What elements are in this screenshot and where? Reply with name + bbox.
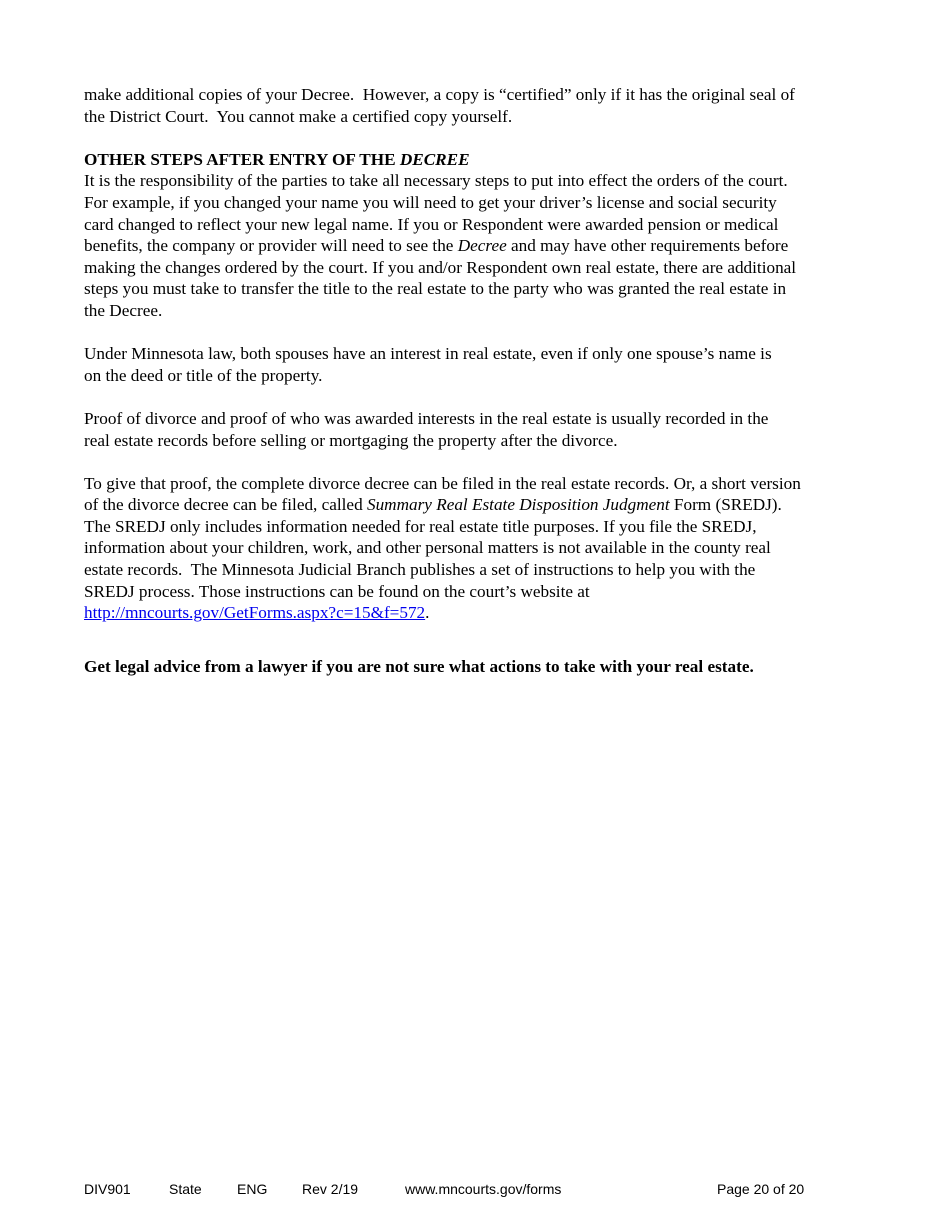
- proof-paragraph: [84, 408, 874, 451]
- text-line: Proof of divorce and proof of who was awarded interests in the real estate is usually recorded in the: [84, 408, 769, 428]
- text-line: making the changes ordered by the court. If you and/or Respondent own real estate, there are additional: [84, 257, 797, 277]
- text-line: the District Court. You cannot make a certified copy yourself.: [84, 106, 513, 126]
- text-line: To give that proof, the complete divorce decree can be filed in the real estate records. Or, a short version: [84, 473, 801, 493]
- text-line: [84, 235, 874, 257]
- footer-state: State: [169, 1181, 202, 1197]
- document-body: [84, 84, 874, 678]
- paragraph-spacer: [84, 451, 874, 473]
- footer-language: ENG: [237, 1181, 268, 1197]
- heading-italic: DECREE: [399, 149, 470, 169]
- paragraph-spacer: [84, 624, 874, 646]
- text-line: card changed to reflect your new legal name. If you or Respondent were awarded pension or medical: [84, 214, 779, 234]
- footer-website: www.mncourts.gov/forms: [405, 1181, 562, 1197]
- section-heading: [84, 149, 874, 171]
- text-line: SREDJ process. Those instructions can be found on the court’s website at: [84, 581, 590, 601]
- text-segment: of the divorce decree can be filed, called: [84, 495, 367, 515]
- text-segment: benefits, the company or provider will need to see the: [84, 236, 458, 256]
- legal-advice-notice: Get legal advice from a lawyer if you are not sure what actions to take with your real estate.: [84, 657, 754, 677]
- page-footer: [0, 1180, 950, 1198]
- text-line: It is the responsibility of the parties to take all necessary steps to put into effect the orders of the court.: [84, 171, 788, 191]
- text-line: [84, 602, 874, 624]
- text-segment: and may have other requirements before: [506, 236, 789, 256]
- form-title-italic: Summary Real Estate Disposition Judgment: [366, 495, 670, 515]
- text-line: [84, 494, 874, 516]
- text-line: on the deed or title of the property.: [84, 365, 323, 385]
- text-line: real estate records before selling or mortgaging the property after the divorce.: [84, 430, 618, 450]
- text-line: estate records. The Minnesota Judicial Branch publishes a set of instructions to help you with the: [84, 560, 756, 580]
- sredj-paragraph: [84, 473, 874, 624]
- decree-italic: Decree: [457, 236, 507, 256]
- text-line: steps you must take to transfer the title to the real estate to the party who was granted the real estate in: [84, 279, 787, 299]
- intro-paragraph: [84, 84, 874, 127]
- text-line: Under Minnesota law, both spouses have an interest in real estate, even if only one spouse’s name is: [84, 344, 772, 364]
- text-line: The SREDJ only includes information needed for real estate title purposes. If you file the SREDJ,: [84, 516, 757, 536]
- sredj-forms-link[interactable]: http://mncourts.gov/GetForms.aspx?c=15&f=572: [84, 603, 426, 623]
- paragraph-spacer: [84, 386, 874, 408]
- paragraph-spacer: [84, 127, 874, 149]
- paragraph-spacer: [84, 322, 874, 344]
- text-line: information about your children, work, and other personal matters is not available in the county real: [84, 538, 771, 558]
- link-suffix: .: [425, 603, 430, 623]
- text-segment: Form (SREDJ).: [669, 495, 782, 515]
- text-line: the Decree.: [84, 300, 163, 320]
- text-line: For example, if you changed your name you will need to get your driver’s license and social security: [84, 192, 777, 212]
- responsibility-paragraph: [84, 170, 874, 321]
- paragraph-spacer: [84, 645, 874, 656]
- footer-page-number: Page 20 of 20: [717, 1181, 805, 1197]
- text-line: make additional copies of your Decree. However, a copy is “certified” only if it has the original seal of: [84, 85, 795, 104]
- minnesota-law-paragraph: [84, 343, 874, 386]
- footer-form-id: DIV901: [84, 1181, 131, 1197]
- footer-revision: Rev 2/19: [302, 1181, 359, 1197]
- heading-text: OTHER STEPS AFTER ENTRY OF THE: [84, 149, 400, 169]
